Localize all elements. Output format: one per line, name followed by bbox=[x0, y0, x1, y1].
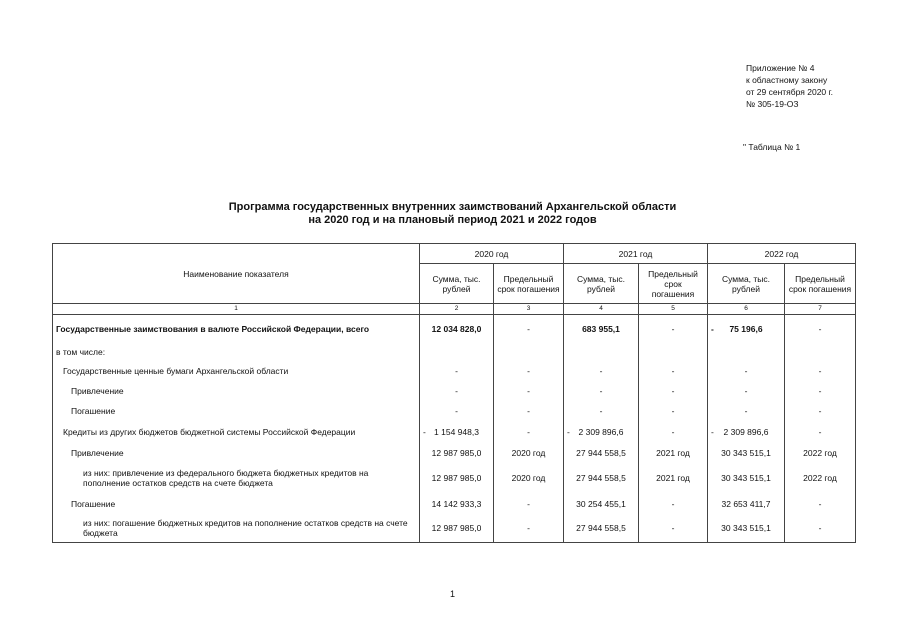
term-cell: - bbox=[639, 315, 708, 343]
amount-cell: - bbox=[420, 401, 494, 421]
amount-cell: 30 254 455,1 bbox=[564, 493, 639, 515]
minus-sign: - bbox=[567, 426, 570, 437]
row-name: в том числе: bbox=[53, 343, 420, 361]
term-cell: - bbox=[639, 421, 708, 443]
term-cell: - bbox=[494, 315, 564, 343]
amount-cell: 12 987 985,0 bbox=[420, 463, 494, 493]
term-cell: - bbox=[494, 361, 564, 381]
column-number: 2 bbox=[420, 304, 494, 315]
term-cell: - bbox=[639, 493, 708, 515]
row-name: Погашение bbox=[53, 493, 420, 515]
term-header: Предельный срок погашения bbox=[494, 264, 564, 304]
table-number: " Таблица № 1 bbox=[743, 142, 801, 152]
row-name: из них: привлечение из федерального бюджета бюджетных кредитов на пополнение остатков средств на счете бюджета bbox=[53, 463, 420, 493]
table-row bbox=[53, 463, 856, 493]
appendix-block bbox=[746, 62, 833, 110]
row-name: Кредиты из других бюджетов бюджетной системы Российской Федерации bbox=[53, 421, 420, 443]
term-cell: - bbox=[639, 361, 708, 381]
amount-value: 2 309 896,6 bbox=[723, 426, 769, 437]
page-number: 1 bbox=[449, 589, 455, 599]
term-cell: 2021 год bbox=[639, 443, 708, 463]
appendix-line: к областному закону bbox=[746, 75, 828, 85]
term-cell: - bbox=[494, 421, 564, 443]
borrowing-table bbox=[52, 243, 856, 543]
table-row bbox=[53, 515, 856, 543]
amount-cell: 30 343 515,1 bbox=[708, 463, 785, 493]
term-cell: - bbox=[494, 493, 564, 515]
amount-cell: 683 955,1 bbox=[564, 315, 639, 343]
term-cell: - bbox=[785, 401, 856, 421]
amount-cell: 27 944 558,5 bbox=[564, 515, 639, 543]
appendix-line: от 29 сентября 2020 г. bbox=[746, 87, 833, 97]
amount-cell: - bbox=[564, 361, 639, 381]
term-cell: - bbox=[494, 381, 564, 401]
amount-value: 75 196,6 bbox=[729, 323, 763, 334]
amount-cell bbox=[564, 421, 639, 443]
amount-cell bbox=[708, 421, 785, 443]
amount-cell: - bbox=[420, 381, 494, 401]
amount-value: 1 154 948,3 bbox=[434, 426, 479, 437]
row-name: Погашение bbox=[53, 401, 420, 421]
amount-cell: - bbox=[708, 361, 785, 381]
term-cell: - bbox=[785, 361, 856, 381]
table-row bbox=[53, 361, 856, 381]
term-header: Предельный срок погашения bbox=[785, 264, 856, 304]
term-cell: - bbox=[639, 515, 708, 543]
row-name: Привлечение bbox=[53, 381, 420, 401]
row-name: Государственные ценные бумаги Архангельской области bbox=[53, 361, 420, 381]
amount-cell: - bbox=[564, 401, 639, 421]
amount-cell: - bbox=[708, 381, 785, 401]
amount-cell: 12 987 985,0 bbox=[420, 515, 494, 543]
title-line: на 2020 год и на плановый период 2021 и 2022 годов bbox=[308, 214, 597, 226]
amount-cell: 12 034 828,0 bbox=[420, 315, 494, 343]
table-row bbox=[53, 421, 856, 443]
amount-cell: - bbox=[420, 361, 494, 381]
minus-sign: - bbox=[423, 426, 426, 437]
amount-cell: 27 944 558,5 bbox=[564, 443, 639, 463]
row-name: Привлечение bbox=[53, 443, 420, 463]
term-cell: 2021 год bbox=[639, 463, 708, 493]
column-number: 5 bbox=[639, 304, 708, 315]
amount-cell bbox=[420, 421, 494, 443]
term-cell: - bbox=[639, 381, 708, 401]
term-cell: - bbox=[639, 401, 708, 421]
table-row bbox=[53, 343, 856, 361]
term-cell: 2022 год bbox=[785, 463, 856, 493]
term-cell: 2022 год bbox=[785, 443, 856, 463]
term-cell: - bbox=[785, 421, 856, 443]
column-number: 6 bbox=[708, 304, 785, 315]
amount-cell: - bbox=[564, 381, 639, 401]
term-cell: - bbox=[785, 515, 856, 543]
table-row bbox=[53, 443, 856, 463]
title-line: Программа государственных внутренних заимствований Архангельской области bbox=[228, 201, 677, 213]
term-cell: 2020 год bbox=[494, 463, 564, 493]
year-header: 2020 год bbox=[420, 244, 564, 264]
term-cell: - bbox=[785, 315, 856, 343]
term-cell: - bbox=[785, 381, 856, 401]
minus-sign: - bbox=[711, 323, 714, 334]
sum-header: Сумма, тыс. рублей bbox=[708, 264, 785, 304]
amount-cell: 14 142 933,3 bbox=[420, 493, 494, 515]
term-cell: - bbox=[785, 493, 856, 515]
appendix-line: Приложение № 4 bbox=[746, 63, 815, 73]
amount-cell: - bbox=[708, 401, 785, 421]
term-header: Предельный срок погашения bbox=[639, 264, 708, 304]
term-cell: - bbox=[494, 401, 564, 421]
amount-value: 2 309 896,6 bbox=[578, 426, 624, 437]
amount-cell bbox=[708, 315, 785, 343]
table-row bbox=[53, 493, 856, 515]
year-header: 2022 год bbox=[708, 244, 856, 264]
column-number: 7 bbox=[785, 304, 856, 315]
document-title bbox=[0, 201, 905, 227]
amount-cell: 32 653 411,7 bbox=[708, 493, 785, 515]
amount-cell: 12 987 985,0 bbox=[420, 443, 494, 463]
amount-cell: 30 343 515,1 bbox=[708, 515, 785, 543]
term-cell: 2020 год bbox=[494, 443, 564, 463]
table-row bbox=[53, 315, 856, 343]
column-number: 3 bbox=[494, 304, 564, 315]
appendix-line: № 305-19-ОЗ bbox=[746, 99, 799, 109]
name-header: Наименование показателя bbox=[53, 244, 420, 304]
minus-sign: - bbox=[711, 426, 714, 437]
table-row bbox=[53, 401, 856, 421]
row-name: Государственные заимствования в валюте Российской Федерации, всего bbox=[53, 315, 420, 343]
sum-header: Сумма, тыс. рублей bbox=[420, 264, 494, 304]
column-number: 1 bbox=[53, 304, 420, 315]
table-row bbox=[53, 381, 856, 401]
column-number: 4 bbox=[564, 304, 639, 315]
sum-header: Сумма, тыс. рублей bbox=[564, 264, 639, 304]
year-header: 2021 год bbox=[564, 244, 708, 264]
amount-cell: 27 944 558,5 bbox=[564, 463, 639, 493]
row-name: из них: погашение бюджетных кредитов на пополнение остатков средств на счете бюджета bbox=[53, 515, 420, 543]
term-cell: - bbox=[494, 515, 564, 543]
amount-cell: 30 343 515,1 bbox=[708, 443, 785, 463]
